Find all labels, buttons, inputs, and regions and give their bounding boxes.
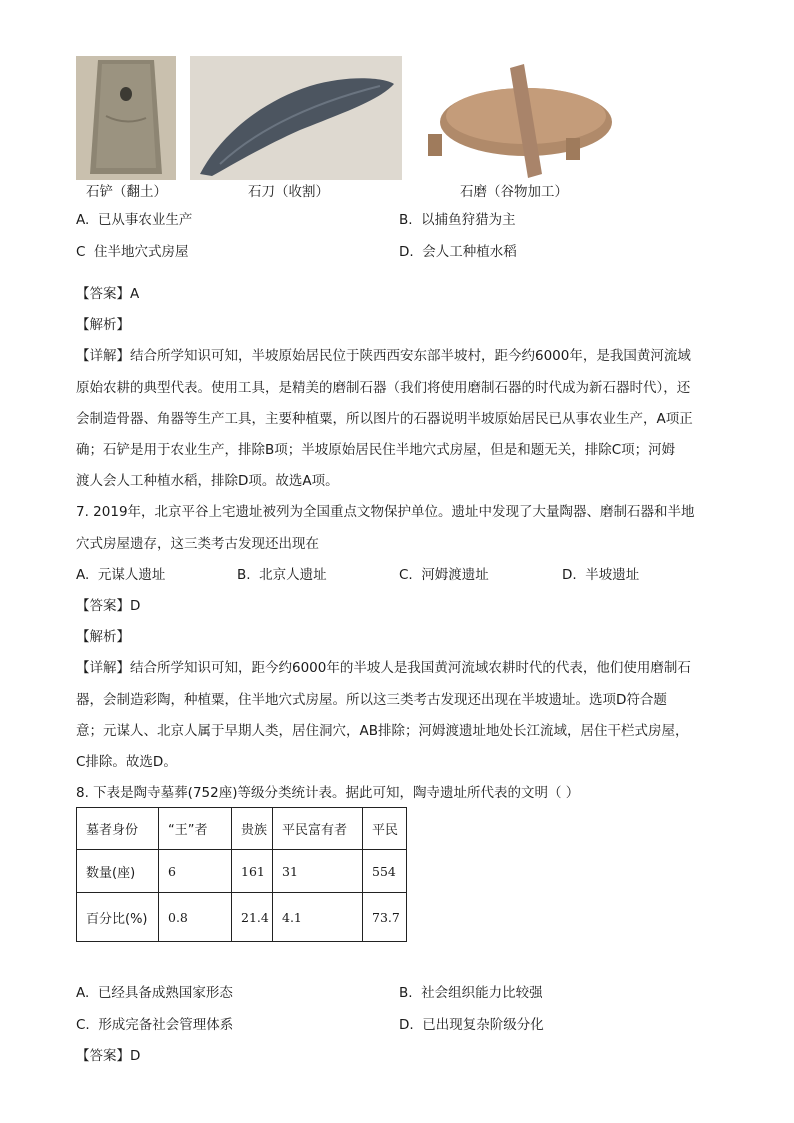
table-cell: 4.1 [273, 893, 363, 942]
q7-option-c: C. 河姆渡遗址 [399, 567, 489, 583]
table-cell: 21.4 [232, 893, 273, 942]
q8-answer: 【答案】D [76, 1048, 141, 1064]
q7-detail-line: C排除。故选D。 [76, 754, 177, 770]
table-header-cell: 贵族 [232, 808, 273, 850]
q7-stem-line: 穴式房屋遗存，这三类考古发现还出现在 [76, 536, 319, 552]
table-header-cell: 平民富有者 [273, 808, 363, 850]
q7-option-d: D. 半坡遗址 [562, 567, 640, 583]
table-row-label: 数量(座) [77, 850, 159, 893]
table-header-cell: “王”者 [159, 808, 232, 850]
table-cell: 73.7 [363, 893, 407, 942]
table-row [77, 850, 407, 893]
table-header-cell: 平民 [363, 808, 407, 850]
q6-detail-line: 渡人会人工种植水稻，排除D项。故选A项。 [76, 473, 339, 489]
q7-detail-line: 【详解】结合所学知识可知，距今约6000年的半坡人是我国黄河流域农耕时代的代表，他们使用磨制石 [76, 660, 691, 676]
q7-analysis-heading: 【解析】 [76, 629, 130, 645]
q6-answer: 【答案】A [76, 286, 140, 302]
q8-option-c: C. 形成完备社会管理体系 [76, 1017, 234, 1033]
q8-stem: 8. 下表是陶寺墓葬(752座)等级分类统计表。据此可知，陶寺遗址所代表的文明（ ） [76, 785, 580, 801]
figure-caption-knife: 石刀（收割） [248, 184, 329, 200]
q6-option-b: B. 以捕鱼狩猎为主 [399, 212, 516, 228]
table-row-label: 百分比(%) [77, 893, 159, 942]
q6-detail-line: 确；石铲是用于农业生产，排除B项；半坡原始居民住半地穴式房屋，但是和题无关，排除C项；河姆 [76, 442, 676, 458]
q8-option-d: D. 已出现复杂阶级分化 [399, 1017, 544, 1033]
stone-shovel-image [76, 56, 176, 180]
table-cell: 6 [159, 850, 232, 893]
tomb-statistics-table [76, 807, 407, 942]
figure-caption-quern: 石磨（谷物加工） [460, 184, 568, 200]
table-header-row [77, 808, 407, 850]
table-cell: 161 [232, 850, 273, 893]
q7-option-a: A. 元谋人遗址 [76, 567, 166, 583]
table-cell: 0.8 [159, 893, 232, 942]
stone-quern-image [416, 56, 612, 180]
table-header-cell: 墓者身份 [77, 808, 159, 850]
q6-detail-line: 【详解】结合所学知识可知，半坡原始居民位于陕西西安东部半坡村，距今约6000年，是我国黄河流域 [76, 348, 691, 364]
q7-stem-line: 7. 2019年，北京平谷上宅遗址被列为全国重点文物保护单位。遗址中发现了大量陶器、磨制石器和半地 [76, 504, 695, 520]
table-row [77, 893, 407, 942]
q7-detail-line: 器，会制造彩陶，种植粟，住半地穴式房屋。所以这三类考古发现还出现在半坡遗址。选项D符合题 [76, 692, 667, 708]
q6-option-d: D. 会人工种植水稻 [399, 244, 517, 260]
stone-knife-image [190, 56, 402, 180]
q7-option-b: B. 北京人遗址 [237, 567, 327, 583]
q6-option-a: A. 已从事农业生产 [76, 212, 193, 228]
q6-detail-line: 原始农耕的典型代表。使用工具，是精美的磨制石器（我们将使用磨制石器的时代成为新石器时代），还 [76, 380, 691, 396]
figure-caption-shovel: 石铲（翻土） [86, 184, 167, 200]
table-cell: 31 [273, 850, 363, 893]
q6-analysis-heading: 【解析】 [76, 317, 130, 333]
q6-option-c: C 住半地穴式房屋 [76, 244, 189, 260]
q7-answer: 【答案】D [76, 598, 141, 614]
q7-detail-line: 意；元谋人、北京人属于早期人类，居住洞穴，AB排除；河姆渡遗址地处长江流域，居住干栏式房屋， [76, 723, 689, 739]
q8-option-b: B. 社会组织能力比较强 [399, 985, 543, 1001]
q8-option-a: A. 已经具备成熟国家形态 [76, 985, 233, 1001]
stone-tools-figure [76, 56, 616, 204]
q6-detail-line: 会制造骨器、角器等生产工具，主要种植粟，所以图片的石器说明半坡原始居民已从事农业生产，A项正 [76, 411, 693, 427]
table-cell: 554 [363, 850, 407, 893]
